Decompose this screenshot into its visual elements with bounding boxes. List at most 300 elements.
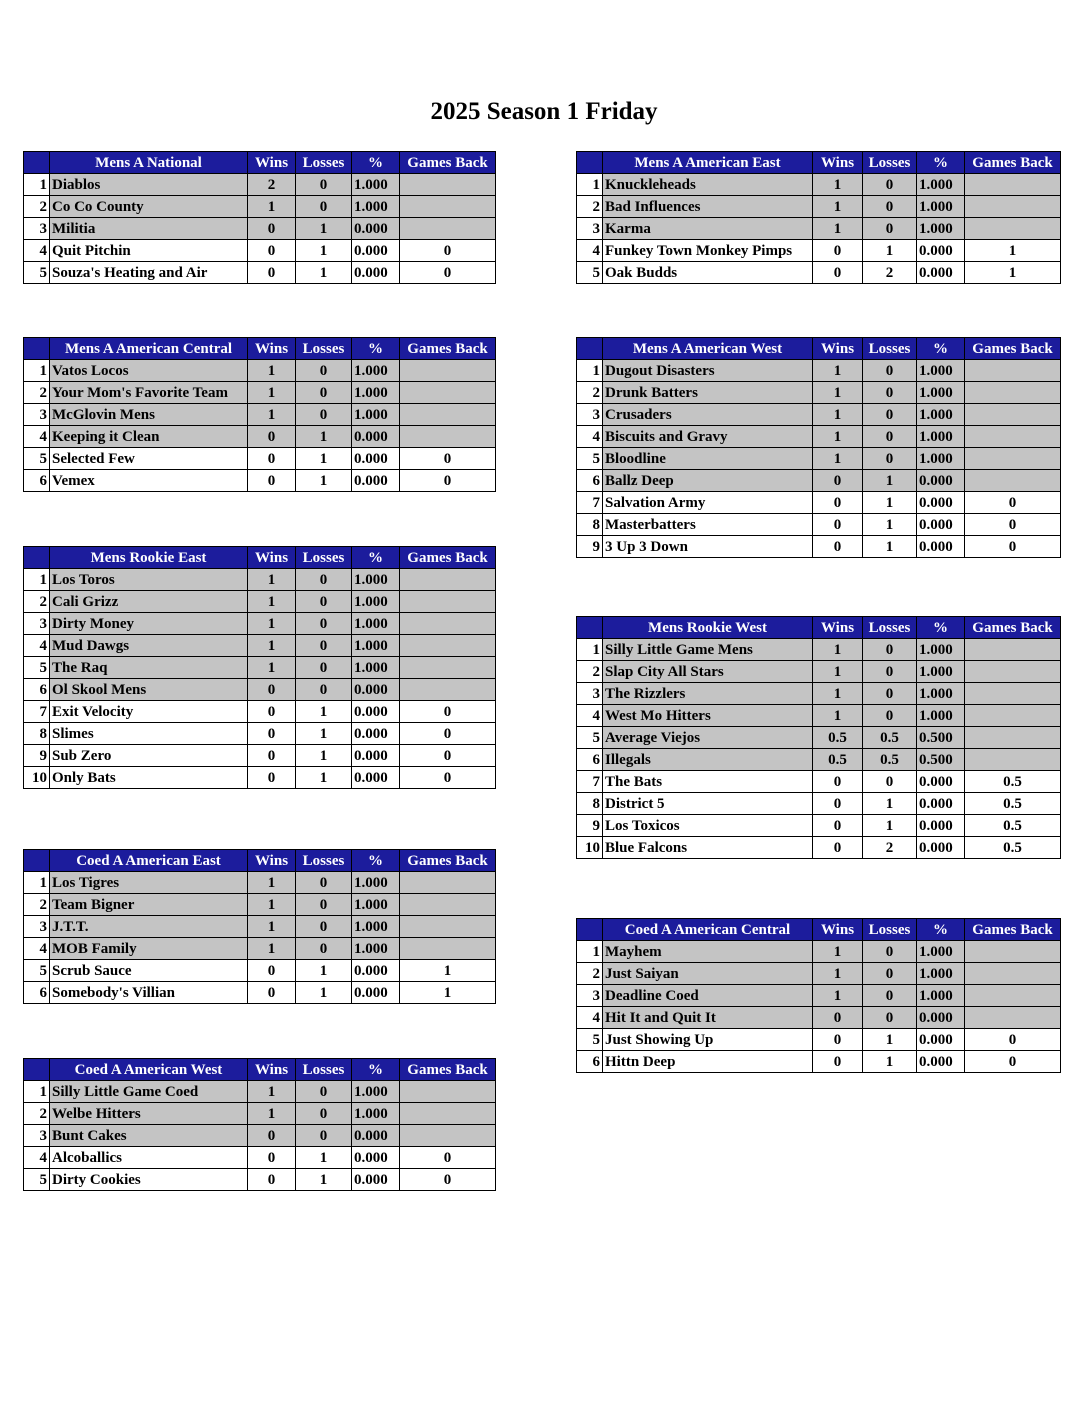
losses-cell: 0 (863, 426, 917, 448)
table-row (577, 218, 1061, 240)
wins-cell: 1 (813, 360, 863, 382)
standings-table (23, 1058, 496, 1191)
pct-cell: 1.000 (917, 705, 965, 727)
team-name: 3 Up 3 Down (603, 536, 813, 558)
wins-cell: 1 (813, 661, 863, 683)
games-back-cell (400, 569, 496, 591)
rank-cell: 4 (24, 938, 50, 960)
table-row (24, 657, 496, 679)
team-name: Crusaders (603, 404, 813, 426)
table-row (577, 683, 1061, 705)
wins-cell: 0 (248, 982, 296, 1004)
games-back-cell: 0.5 (965, 771, 1061, 793)
team-name: Silly Little Game Mens (603, 639, 813, 661)
team-name: Dirty Cookies (50, 1169, 248, 1191)
pct-cell: 0.000 (352, 745, 400, 767)
wins-cell: 0 (248, 1125, 296, 1147)
table-row (577, 1029, 1061, 1051)
losses-cell: 1 (296, 723, 352, 745)
games-back-cell (965, 196, 1061, 218)
losses-cell: 0 (296, 1103, 352, 1125)
wins-header: Wins (813, 152, 863, 174)
table-row (24, 591, 496, 613)
rank-cell: 2 (24, 894, 50, 916)
losses-cell: 0 (863, 1007, 917, 1029)
games-back-header: Games Back (400, 547, 496, 569)
rank-cell: 5 (577, 262, 603, 284)
table-row (24, 382, 496, 404)
games-back-header: Games Back (400, 1059, 496, 1081)
wins-header: Wins (813, 338, 863, 360)
pct-cell: 1.000 (917, 382, 965, 404)
rank-cell: 5 (24, 960, 50, 982)
losses-cell: 0 (863, 661, 917, 683)
games-back-cell (965, 470, 1061, 492)
pct-cell: 0.000 (917, 536, 965, 558)
rank-cell: 1 (577, 360, 603, 382)
rank-cell: 7 (24, 701, 50, 723)
team-name: Alcoballics (50, 1147, 248, 1169)
rank-cell: 6 (577, 1051, 603, 1073)
table-row (24, 240, 496, 262)
table-row (24, 448, 496, 470)
team-name: Funkey Town Monkey Pimps (603, 240, 813, 262)
table-row (577, 448, 1061, 470)
team-name: Drunk Batters (603, 382, 813, 404)
table-row (24, 960, 496, 982)
rank-cell: 5 (24, 262, 50, 284)
pct-header: % (917, 338, 965, 360)
losses-header: Losses (296, 850, 352, 872)
team-name: Ol Skool Mens (50, 679, 248, 701)
losses-cell: 1 (863, 240, 917, 262)
table-row (577, 661, 1061, 683)
games-back-cell (400, 382, 496, 404)
games-back-cell (965, 382, 1061, 404)
wins-cell: 1 (248, 196, 296, 218)
losses-cell: 1 (863, 1029, 917, 1051)
wins-cell: 0 (813, 470, 863, 492)
rank-cell: 4 (577, 240, 603, 262)
rank-cell: 7 (577, 492, 603, 514)
games-back-header: Games Back (400, 850, 496, 872)
pct-cell: 1.000 (352, 938, 400, 960)
team-name: Los Tigres (50, 872, 248, 894)
losses-header: Losses (296, 1059, 352, 1081)
rank-cell: 3 (24, 916, 50, 938)
losses-cell: 1 (296, 982, 352, 1004)
wins-cell: 0 (248, 1147, 296, 1169)
division-name: Mens Rookie East (50, 547, 248, 569)
wins-header: Wins (248, 338, 296, 360)
games-back-cell: 0 (400, 262, 496, 284)
wins-cell: 1 (813, 404, 863, 426)
table-row (24, 982, 496, 1004)
rank-cell: 5 (24, 1169, 50, 1191)
wins-cell: 1 (248, 872, 296, 894)
pct-cell: 1.000 (352, 916, 400, 938)
table-row (24, 196, 496, 218)
pct-cell: 1.000 (352, 635, 400, 657)
pct-cell: 1.000 (352, 360, 400, 382)
losses-cell: 1 (296, 960, 352, 982)
team-name: Los Toros (50, 569, 248, 591)
games-back-header: Games Back (400, 152, 496, 174)
losses-cell: 2 (863, 262, 917, 284)
games-back-cell (400, 591, 496, 613)
table-row (24, 1103, 496, 1125)
games-back-header: Games Back (400, 338, 496, 360)
wins-header: Wins (813, 919, 863, 941)
table-row (24, 701, 496, 723)
losses-cell: 1 (296, 470, 352, 492)
rank-cell: 5 (577, 448, 603, 470)
rank-cell: 8 (577, 514, 603, 536)
losses-cell: 2 (863, 837, 917, 859)
games-back-cell: 0.5 (965, 815, 1061, 837)
pct-cell: 0.000 (352, 218, 400, 240)
team-name: Souza's Heating and Air (50, 262, 248, 284)
team-name: Slimes (50, 723, 248, 745)
games-back-cell (400, 218, 496, 240)
pct-cell: 0.000 (917, 514, 965, 536)
team-name: Exit Velocity (50, 701, 248, 723)
wins-header: Wins (248, 1059, 296, 1081)
pct-cell: 1.000 (917, 683, 965, 705)
table-row (577, 492, 1061, 514)
losses-header: Losses (863, 338, 917, 360)
wins-cell: 1 (813, 705, 863, 727)
wins-cell: 0 (813, 240, 863, 262)
team-name: The Bats (603, 771, 813, 793)
pct-cell: 0.000 (352, 470, 400, 492)
losses-cell: 1 (863, 536, 917, 558)
team-name: Co Co County (50, 196, 248, 218)
rank-header (577, 919, 603, 941)
header-row (24, 1059, 496, 1081)
losses-cell: 0 (863, 360, 917, 382)
rank-cell: 5 (577, 1029, 603, 1051)
pct-cell: 0.000 (352, 960, 400, 982)
table-row (24, 569, 496, 591)
team-name: Diablos (50, 174, 248, 196)
team-name: Masterbatters (603, 514, 813, 536)
pct-cell: 1.000 (352, 613, 400, 635)
wins-cell: 0 (248, 240, 296, 262)
wins-cell: 1 (248, 569, 296, 591)
games-back-cell: 0.5 (965, 837, 1061, 859)
rank-cell: 9 (577, 815, 603, 837)
losses-cell: 0 (296, 404, 352, 426)
pct-cell: 0.000 (352, 1125, 400, 1147)
losses-cell: 0 (863, 218, 917, 240)
rank-cell: 1 (24, 569, 50, 591)
table-row (577, 382, 1061, 404)
losses-cell: 0 (296, 1081, 352, 1103)
games-back-cell: 1 (400, 982, 496, 1004)
games-back-cell: 0 (965, 492, 1061, 514)
header-row (577, 338, 1061, 360)
games-back-cell (400, 1103, 496, 1125)
losses-cell: 0 (296, 569, 352, 591)
losses-cell: 1 (296, 1147, 352, 1169)
pct-cell: 1.000 (917, 426, 965, 448)
team-name: MOB Family (50, 938, 248, 960)
wins-cell: 0 (248, 723, 296, 745)
wins-cell: 0 (813, 837, 863, 859)
games-back-cell (965, 639, 1061, 661)
standings-table (23, 849, 496, 1004)
losses-cell: 0 (296, 679, 352, 701)
table-row (577, 196, 1061, 218)
losses-cell: 0 (296, 894, 352, 916)
games-back-cell: 1 (965, 240, 1061, 262)
team-name: Salvation Army (603, 492, 813, 514)
games-back-header: Games Back (965, 919, 1061, 941)
games-back-cell (400, 1125, 496, 1147)
table-row (24, 894, 496, 916)
team-name: Biscuits and Gravy (603, 426, 813, 448)
team-name: Welbe Hitters (50, 1103, 248, 1125)
rank-cell: 5 (24, 657, 50, 679)
header-row (24, 547, 496, 569)
wins-cell: 0 (813, 1007, 863, 1029)
pct-cell: 1.000 (352, 196, 400, 218)
wins-cell: 1 (248, 1081, 296, 1103)
wins-cell: 0 (248, 1169, 296, 1191)
table-row (24, 679, 496, 701)
wins-cell: 0 (813, 815, 863, 837)
rank-header (577, 617, 603, 639)
table-row (577, 470, 1061, 492)
games-back-cell (400, 404, 496, 426)
games-back-cell (400, 894, 496, 916)
pct-cell: 1.000 (352, 657, 400, 679)
table-row (24, 218, 496, 240)
page-title: 2025 Season 1 Friday (430, 98, 658, 125)
table-row (24, 426, 496, 448)
rank-cell: 4 (577, 426, 603, 448)
wins-cell: 1 (248, 938, 296, 960)
games-back-cell (400, 613, 496, 635)
losses-cell: 0 (863, 174, 917, 196)
wins-cell: 0 (248, 262, 296, 284)
pct-cell: 1.000 (917, 218, 965, 240)
pct-header: % (917, 152, 965, 174)
rank-cell: 10 (24, 767, 50, 789)
games-back-cell (965, 174, 1061, 196)
losses-cell: 1 (296, 218, 352, 240)
losses-cell: 0.5 (863, 727, 917, 749)
team-name: Team Bigner (50, 894, 248, 916)
table-row (577, 815, 1061, 837)
team-name: J.T.T. (50, 916, 248, 938)
team-name: Bloodline (603, 448, 813, 470)
wins-cell: 1 (248, 1103, 296, 1125)
pct-cell: 0.000 (917, 1007, 965, 1029)
pct-cell: 1.000 (917, 174, 965, 196)
games-back-cell: 0 (400, 745, 496, 767)
losses-cell: 0 (296, 613, 352, 635)
table-row (577, 1051, 1061, 1073)
pct-cell: 0.000 (917, 240, 965, 262)
pct-cell: 0.000 (917, 262, 965, 284)
rank-cell: 4 (24, 426, 50, 448)
standings-table (576, 151, 1061, 284)
wins-cell: 1 (813, 426, 863, 448)
pct-cell: 0.000 (352, 1169, 400, 1191)
team-name: Cali Grizz (50, 591, 248, 613)
rank-cell: 3 (24, 404, 50, 426)
pct-cell: 1.000 (352, 569, 400, 591)
wins-cell: 0 (248, 470, 296, 492)
team-name: Your Mom's Favorite Team (50, 382, 248, 404)
team-name: Just Saiyan (603, 963, 813, 985)
team-name: Los Toxicos (603, 815, 813, 837)
rank-cell: 3 (24, 1125, 50, 1147)
table-row (24, 360, 496, 382)
pct-cell: 1.000 (352, 591, 400, 613)
pct-cell: 1.000 (917, 448, 965, 470)
table-row (577, 837, 1061, 859)
pct-cell: 1.000 (917, 963, 965, 985)
wins-cell: 1 (248, 613, 296, 635)
wins-cell: 1 (248, 894, 296, 916)
rank-cell: 5 (24, 448, 50, 470)
rank-cell: 5 (577, 727, 603, 749)
wins-cell: 0.5 (813, 727, 863, 749)
rank-cell: 1 (577, 174, 603, 196)
team-name: Keeping it Clean (50, 426, 248, 448)
rank-cell: 6 (24, 470, 50, 492)
games-back-cell (965, 448, 1061, 470)
wins-cell: 1 (813, 196, 863, 218)
team-name: Knuckleheads (603, 174, 813, 196)
wins-header: Wins (813, 617, 863, 639)
division-name: Mens A American Central (50, 338, 248, 360)
games-back-cell: 0 (400, 767, 496, 789)
table-row (24, 938, 496, 960)
table-row (577, 1007, 1061, 1029)
losses-cell: 0 (296, 916, 352, 938)
games-back-cell (400, 360, 496, 382)
games-back-cell (400, 635, 496, 657)
wins-cell: 0 (248, 448, 296, 470)
team-name: Vemex (50, 470, 248, 492)
losses-cell: 1 (863, 815, 917, 837)
table-row (577, 963, 1061, 985)
rank-cell: 6 (24, 982, 50, 1004)
losses-cell: 0 (296, 657, 352, 679)
pct-cell: 0.000 (352, 679, 400, 701)
division-name: Mens Rookie West (603, 617, 813, 639)
losses-cell: 0 (863, 639, 917, 661)
games-back-cell (965, 683, 1061, 705)
team-name: Bunt Cakes (50, 1125, 248, 1147)
games-back-header: Games Back (965, 152, 1061, 174)
wins-cell: 1 (248, 916, 296, 938)
table-row (577, 174, 1061, 196)
rank-cell: 2 (577, 661, 603, 683)
rank-cell: 2 (577, 382, 603, 404)
wins-cell: 1 (248, 404, 296, 426)
games-back-cell: 0.5 (965, 793, 1061, 815)
pct-cell: 1.000 (917, 639, 965, 661)
games-back-header: Games Back (965, 617, 1061, 639)
pct-header: % (352, 547, 400, 569)
pct-cell: 0.500 (917, 727, 965, 749)
table-row (577, 985, 1061, 1007)
header-row (24, 338, 496, 360)
table-row (24, 1081, 496, 1103)
games-back-cell (965, 963, 1061, 985)
wins-cell: 0 (813, 771, 863, 793)
pct-cell: 0.000 (352, 1147, 400, 1169)
pct-header: % (352, 1059, 400, 1081)
pct-header: % (352, 850, 400, 872)
team-name: Karma (603, 218, 813, 240)
header-row (577, 919, 1061, 941)
pct-cell: 0.000 (352, 982, 400, 1004)
wins-cell: 1 (813, 963, 863, 985)
table-row (24, 916, 496, 938)
pct-header: % (917, 919, 965, 941)
team-name: Dugout Disasters (603, 360, 813, 382)
losses-cell: 0 (863, 382, 917, 404)
pct-cell: 0.000 (352, 701, 400, 723)
pct-header: % (352, 152, 400, 174)
table-row (577, 727, 1061, 749)
table-row (24, 1125, 496, 1147)
pct-cell: 0.000 (917, 837, 965, 859)
pct-cell: 1.000 (917, 985, 965, 1007)
wins-cell: 0 (813, 492, 863, 514)
pct-cell: 0.000 (917, 1051, 965, 1073)
rank-cell: 4 (577, 705, 603, 727)
table-row (24, 404, 496, 426)
pct-cell: 0.000 (917, 771, 965, 793)
games-back-cell (400, 174, 496, 196)
pct-cell: 1.000 (917, 360, 965, 382)
rank-cell: 10 (577, 837, 603, 859)
pct-cell: 0.000 (917, 492, 965, 514)
team-name: Quit Pitchin (50, 240, 248, 262)
losses-header: Losses (296, 338, 352, 360)
losses-cell: 0 (863, 985, 917, 1007)
games-back-cell (965, 404, 1061, 426)
team-name: West Mo Hitters (603, 705, 813, 727)
games-back-cell: 0 (965, 1029, 1061, 1051)
rank-header (577, 338, 603, 360)
pct-cell: 1.000 (352, 174, 400, 196)
games-back-cell: 0 (400, 723, 496, 745)
losses-cell: 1 (296, 426, 352, 448)
games-back-header: Games Back (965, 338, 1061, 360)
games-back-cell (965, 218, 1061, 240)
rank-header (24, 850, 50, 872)
rank-cell: 2 (24, 196, 50, 218)
table-row (577, 262, 1061, 284)
rank-header (577, 152, 603, 174)
losses-header: Losses (296, 547, 352, 569)
wins-header: Wins (248, 547, 296, 569)
header-row (577, 617, 1061, 639)
rank-cell: 4 (24, 635, 50, 657)
losses-header: Losses (863, 152, 917, 174)
table-row (577, 426, 1061, 448)
table-row (577, 793, 1061, 815)
pct-cell: 0.000 (352, 262, 400, 284)
